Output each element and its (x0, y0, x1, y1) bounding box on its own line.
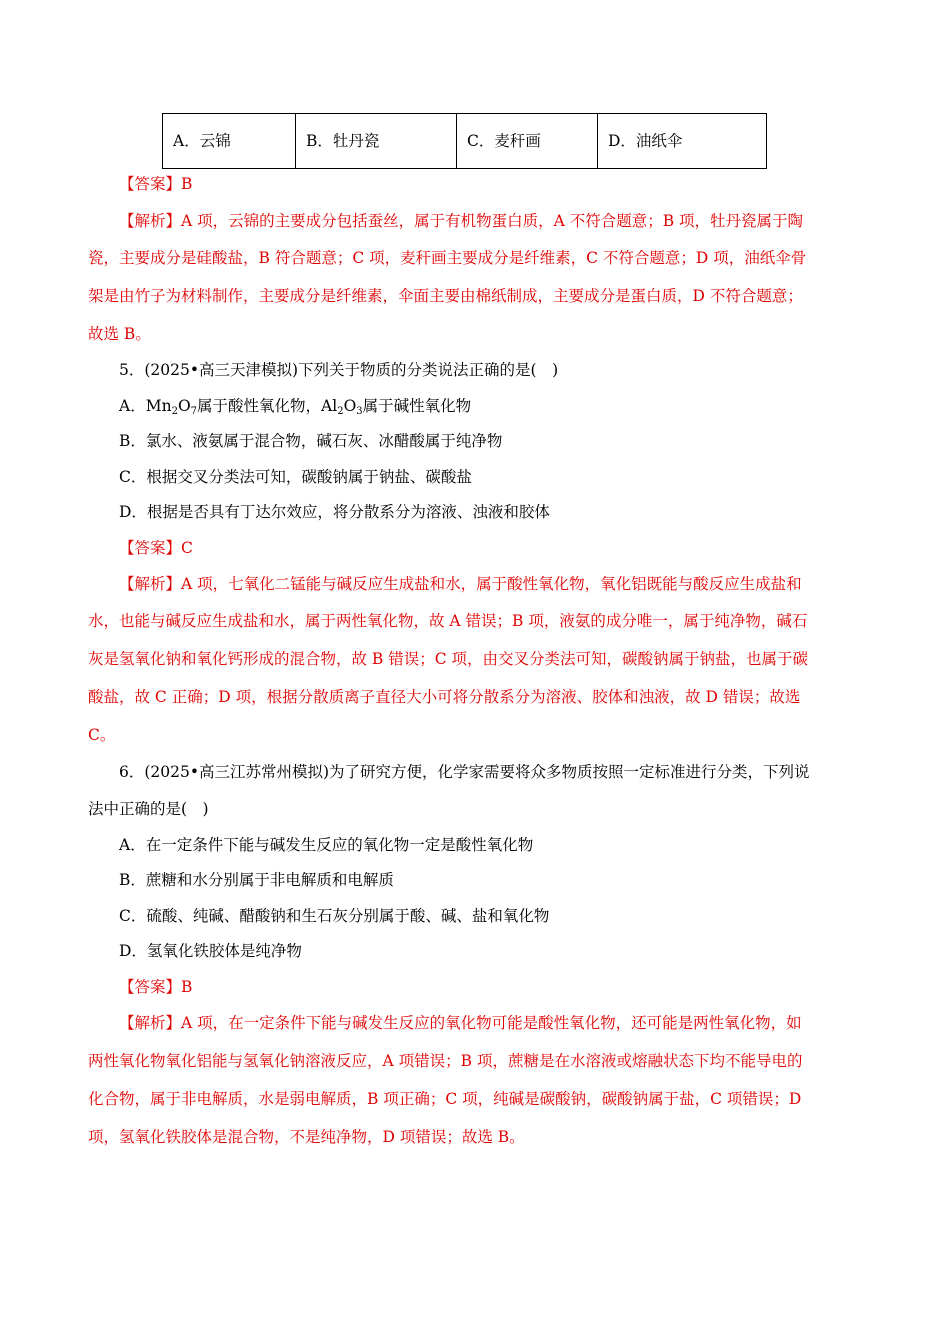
q4-option-a: A．云锦 (163, 114, 296, 169)
q4-options-table (162, 113, 767, 169)
q5-analysis-line: 灰是氢氧化钠和氧化钙形成的混合物，故 B 错误；C 项，由交叉分类法可知，碳酸钠属于钠盐，也属于碳 (88, 650, 809, 668)
q5-analysis-line: 【解析】A 项，七氧化二锰能与碱反应生成盐和水，属于酸性氧化物，氧化铝既能与酸反应生成盐和 (119, 575, 802, 593)
q6-analysis-line: 化合物，属于非电解质，水是弱电解质，B 项正确；C 项，纯碱是碳酸钠，碳酸钠属于盐，C 项错误；D (88, 1090, 802, 1108)
table-row (163, 114, 767, 169)
q4-answer: 【答案】B (119, 175, 193, 193)
q6-option-d: D．氢氧化铁胶体是纯净物 (119, 942, 302, 960)
q4-option-c: C．麦秆画 (457, 114, 598, 169)
q4-analysis-line: 瓷，主要成分是硅酸盐，B 符合题意；C 项，麦秆画主要成分是纤维素，C 不符合题意；D 项，油纸伞骨 (88, 249, 807, 267)
q5-stem: 5．(2025•高三天津模拟)下列关于物质的分类说法正确的是( ) (119, 361, 559, 379)
q6-stem: 6．(2025•高三江苏常州模拟)为了研究方便，化学家需要将众多物质按照一定标准进行分类，下列说 (119, 763, 810, 781)
q4-analysis-line: 架是由竹子为材料制作，主要成分是纤维素，伞面主要由棉纸制成，主要成分是蛋白质，D 不符合题意； (88, 287, 803, 305)
q4-option-d: D．油纸伞 (598, 114, 767, 169)
q6-stem-cont: 法中正确的是( ) (88, 800, 209, 818)
q4-analysis-line: 【解析】A 项，云锦的主要成分包括蚕丝，属于有机物蛋白质，A 不符合题意；B 项，牡丹瓷属于陶 (119, 212, 804, 230)
q6-option-c: C．硫酸、纯碱、醋酸钠和生石灰分别属于酸、碱、盐和氧化物 (119, 907, 550, 925)
q5-analysis-line: C。 (88, 726, 116, 744)
q5-analysis-line: 酸盐，故 C 正确；D 项，根据分散质离子直径大小可将分散系分为溶液、胶体和浊液，故 D 错误；故选 (88, 688, 801, 706)
q6-option-b: B．蔗糖和水分别属于非电解质和电解质 (119, 871, 394, 889)
q6-analysis-line: 两性氧化物氧化铝能与氢氧化钠溶液反应，A 项错误；B 项，蔗糖是在水溶液或熔融状态下均不能导电的 (88, 1052, 803, 1070)
q6-analysis-line: 项，氢氧化铁胶体是混合物，不是纯净物，D 项错误；故选 B。 (88, 1128, 525, 1146)
q6-option-a: A．在一定条件下能与碱发生反应的氧化物一定是酸性氧化物 (119, 836, 534, 854)
q5-answer: 【答案】C (119, 539, 193, 557)
q6-analysis-line: 【解析】A 项，在一定条件下能与碱发生反应的氧化物可能是酸性氧化物，还可能是两性氧化物，如 (119, 1014, 802, 1032)
q5-option-b: B．氯水、液氨属于混合物，碱石灰、冰醋酸属于纯净物 (119, 432, 503, 450)
q4-analysis-line: 故选 B。 (88, 325, 151, 343)
q4-option-b: B．牡丹瓷 (296, 114, 457, 169)
q6-answer: 【答案】B (119, 978, 193, 996)
q5-analysis-line: 水，也能与碱反应生成盐和水，属于两性氧化物，故 A 错误；B 项，液氨的成分唯一，属于纯净物，碱石 (88, 612, 808, 630)
q5-option-d: D．根据是否具有丁达尔效应，将分散系分为溶液、浊液和胶体 (119, 503, 550, 521)
q5-option-c: C．根据交叉分类法可知，碳酸钠属于钠盐、碳酸盐 (119, 468, 472, 486)
q5-option-a: A．$Mn_2O_7$属于酸性氧化物，$Al_2O_3$属于碱性氧化物 (119, 397, 472, 417)
